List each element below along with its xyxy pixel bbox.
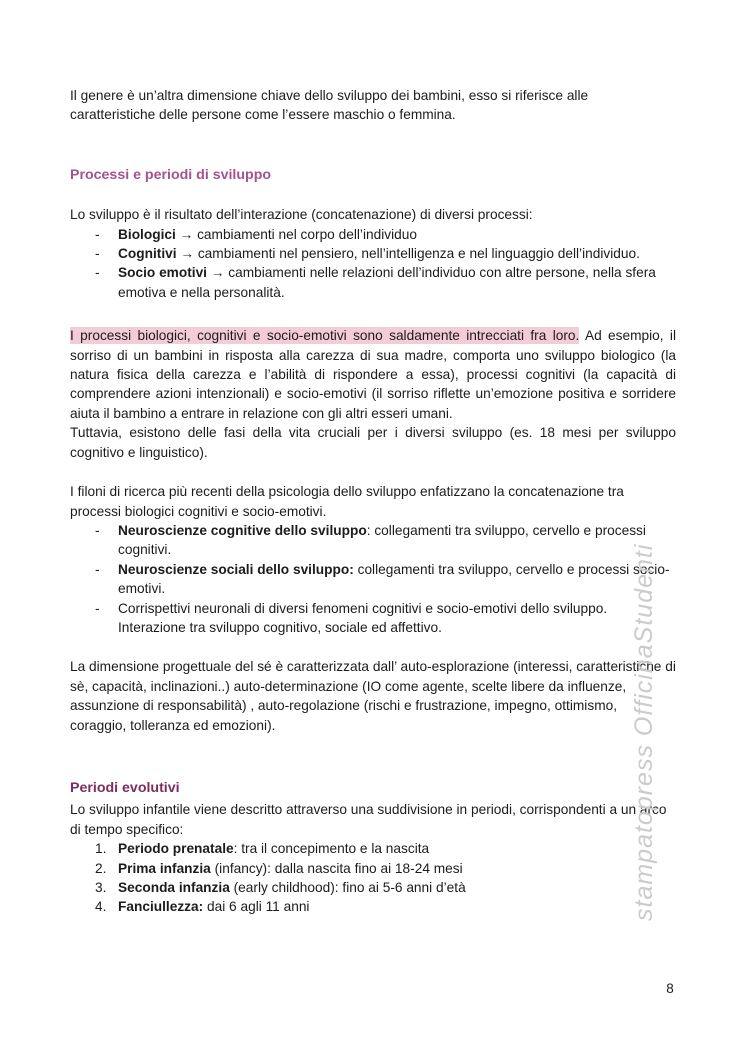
number-marker: 4. [95, 899, 107, 915]
watermark-text: stampatopress OfficinaStudenti [630, 543, 658, 921]
number-marker: 1. [95, 841, 107, 857]
list-item-text: Seconda infanzia (early childhood): fino ai 5-6 anni d’età [118, 880, 466, 895]
list-item-text: Biologici → cambiamenti nel corpo dell’individuo [118, 226, 417, 242]
list-item [70, 878, 676, 897]
bullet-marker: - [95, 600, 100, 616]
periodi-lead-paragraph: Lo sviluppo infantile viene descritto attraverso una suddivisione in periodi, corrispondenti a un arco di tempo specifico: [70, 802, 667, 837]
periodi-numbered-list [70, 839, 676, 917]
list-item [70, 263, 676, 302]
list-item [70, 859, 676, 878]
number-marker: 3. [95, 880, 107, 895]
list-item [70, 244, 676, 263]
list-item [70, 560, 676, 599]
dimensione-paragraph: La dimensione progettuale del sé è caratterizzata dall’ auto-esplorazione (interessi, caratteristiche di sè, capacità, inclinazioni..) auto-determinazione (IO come agente, scelte libere da influenze, assunzione di responsabilità) , auto-regolazione (rischi e frustrazione, impegno, ottimismo, coraggio, tolleranza ed emozioni). [70, 659, 676, 733]
list-item-text: Socio emotivi → cambiamenti nelle relazioni dell’individuo con altre persone, nella sfera emotiva e nella personalità. [118, 265, 656, 300]
processi-lead-paragraph: Lo sviluppo è il risultato dell’interazione (concatenazione) di diversi processi: [70, 207, 533, 223]
list-item-text: Prima infanzia (infancy): dalla nascita fino ai 18-24 mesi [118, 860, 463, 876]
bullet-marker: - [95, 246, 100, 262]
list-item-text: Fanciullezza: dai 6 agli 11 anni [118, 899, 310, 915]
list-item [70, 225, 676, 244]
bullet-marker: - [95, 522, 100, 538]
tuttavia-paragraph: Tuttavia, esistono delle fasi della vita cruciali per i diversi sviluppo (es. 18 mesi per sviluppo cognitivo e linguistico). [70, 425, 676, 460]
section-heading-processi: Processi e periodi di sviluppo [70, 166, 272, 183]
list-item [70, 599, 676, 638]
processi-intreccio-paragraph [70, 326, 676, 423]
list-item-text: Neuroscienze cognitive dello sviluppo: collegamenti tra sviluppo, cervello e processi cognitivi. [118, 522, 646, 558]
filoni-bullet-list [70, 521, 676, 637]
intro-paragraph: Il genere è un’altra dimensione chiave dello sviluppo dei bambini, esso si riferisce alle caratteristiche delle persone come l’essere maschio o femmina. [70, 88, 589, 123]
list-item-text: Corrispettivi neuronali di diversi fenomeni cognitivi e socio-emotivi dello sviluppo. Interazione tra sviluppo cognitivo, sociale ed affettivo. [118, 600, 608, 635]
paragraph-continuation: Ad esempio, il sorriso di un bambini in risposta alla carezza di sua madre, comporta uno sviluppo biologico (la natura fisica della carezza e l’abilità di rispondere a essa), processi cognitivi (la capacità di comprendere azioni intenzionali) e socio-emotivi (il sorriso riflette un’emozione positiva e sorridere aiuta il bambino a entrare in relazione con gli altri esseri umani. [70, 328, 677, 421]
number-marker: 2. [95, 860, 107, 876]
bullet-marker: - [95, 561, 100, 577]
list-item-text: Neuroscienze sociali dello sviluppo: collegamenti tra sviluppo, cervello e processi socio-emotivi. [118, 561, 670, 597]
processi-bullet-list [70, 225, 676, 303]
list-item [70, 897, 676, 916]
section-heading-periodi: Periodi evolutivi [70, 779, 180, 796]
list-item [70, 521, 676, 560]
list-item-text: Cognitivi → cambiamenti nel pensiero, nell’intelligenza e nel linguaggio dell’individuo. [118, 246, 640, 262]
document-page [70, 86, 676, 917]
highlighted-sentence: I processi biologici, cognitivi e socio-emotivi sono saldamente intrecciati fra loro. [70, 328, 580, 344]
list-item-text: Periodo prenatale: tra il concepimento e la nascita [118, 841, 430, 857]
bullet-marker: - [95, 265, 100, 281]
bullet-marker: - [95, 226, 100, 242]
list-item [70, 839, 676, 858]
filoni-lead-paragraph: I filoni di ricerca più recenti della psicologia dello sviluppo enfatizzano la concatenazione tra processi biologici cognitivi e socio-emotivi. [70, 484, 624, 519]
page-number: 8 [666, 981, 674, 996]
